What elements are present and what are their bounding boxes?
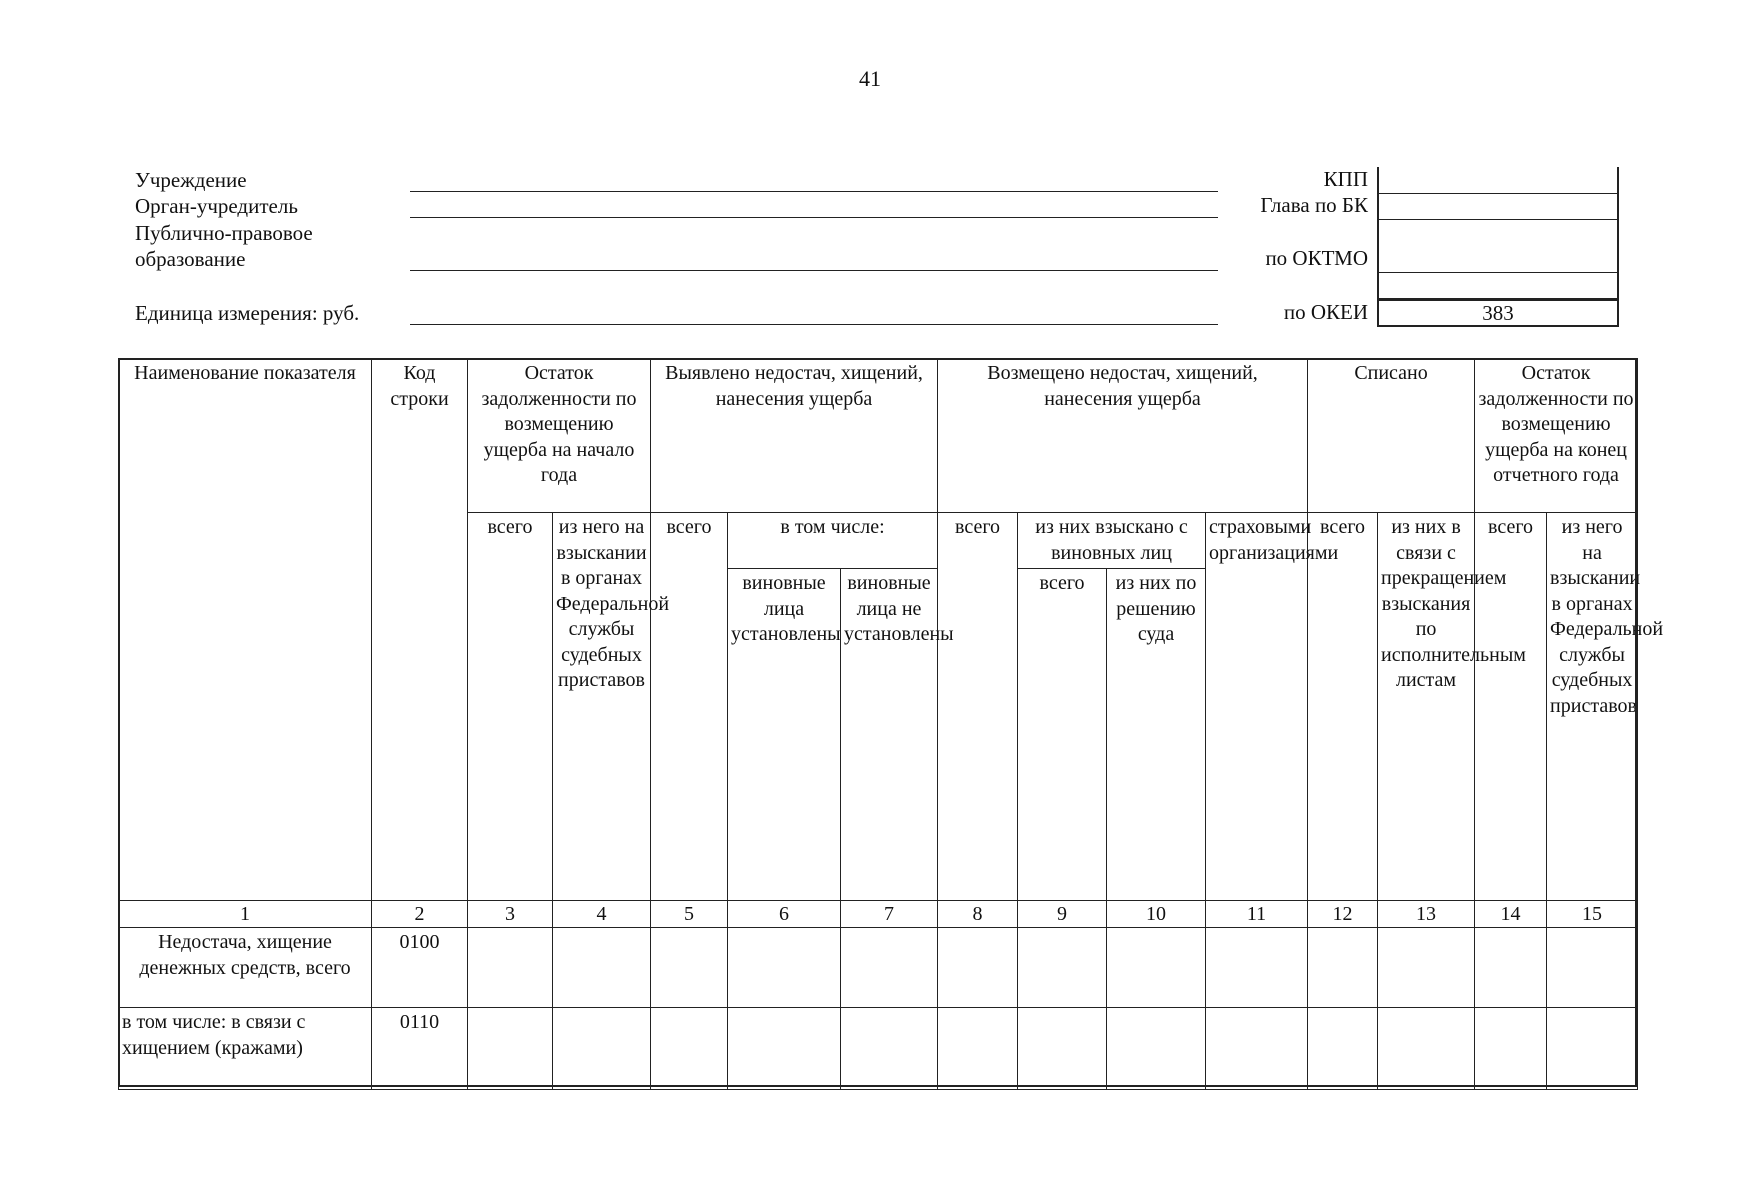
header-total-14: всего (1475, 513, 1547, 901)
col-number: 9 (1018, 901, 1107, 928)
header-compensated: Возмещено недостач, хищений, нанесения ущерба (938, 359, 1308, 513)
header-total-3: всего (468, 513, 553, 901)
data-cell[interactable] (1308, 928, 1378, 1008)
header-insurance: страховыми организациями (1206, 513, 1308, 901)
institution-line[interactable] (410, 191, 1218, 192)
header-including: в том числе: (728, 513, 938, 569)
header-bailiffs-start: из него на взыскании в органах Федеральной службы судебных приставов (553, 513, 651, 901)
col-number: 4 (553, 901, 651, 928)
kpp-label: КПП (1323, 167, 1368, 191)
header-culprits-unknown: виновные лица не установлены (841, 569, 938, 901)
col-number: 15 (1547, 901, 1638, 928)
data-cell[interactable] (1206, 1008, 1308, 1090)
col-number: 13 (1378, 901, 1475, 928)
data-cell[interactable] (1547, 928, 1638, 1008)
data-cell[interactable] (468, 928, 553, 1008)
data-cell[interactable] (1475, 1008, 1547, 1090)
col-number: 14 (1475, 901, 1547, 928)
header-detected: Выявлено недостач, хищений, нанесения ущерба (651, 359, 938, 513)
header-by-court: из них по решению суда (1107, 569, 1206, 901)
header-termination: из них в связи с прекращением взыскания по исполнительным листам (1378, 513, 1475, 901)
chapter-bk-label: Глава по БК (1260, 193, 1368, 217)
data-cell[interactable] (1547, 1008, 1638, 1090)
col-number: 5 (651, 901, 728, 928)
header-code: Код строки (372, 359, 468, 901)
founder-line[interactable] (410, 217, 1218, 218)
institution-label: Учреждение (135, 168, 247, 192)
data-cell[interactable] (1107, 928, 1206, 1008)
header-total-5: всего (651, 513, 728, 901)
founder-label: Орган-учредитель (135, 194, 298, 218)
row-label: в том числе: в связи с хищением (кражами) (119, 1008, 372, 1090)
col-number: 2 (372, 901, 468, 928)
data-cell[interactable] (1206, 928, 1308, 1008)
data-cell[interactable] (553, 1008, 651, 1090)
header-name: Наименование показателя (119, 359, 372, 901)
data-cell[interactable] (1378, 1008, 1475, 1090)
report-table (118, 358, 1664, 1090)
data-cell[interactable] (1308, 1008, 1378, 1090)
header-from-culprits: из них взыскано с виновных лиц (1018, 513, 1206, 569)
page-number: 41 (859, 66, 881, 91)
header-bailiffs-end: из него на взыскании в органах Федеральной службы судебных приставов (1547, 513, 1638, 901)
data-cell[interactable] (1018, 1008, 1107, 1090)
data-cell[interactable] (841, 928, 938, 1008)
data-cell[interactable] (468, 1008, 553, 1090)
public-entity-line[interactable] (410, 270, 1218, 271)
header-balance-end: Остаток задолженности по возмещению ущерба на конец отчетного года (1475, 359, 1638, 513)
row-code: 0110 (372, 1008, 468, 1090)
oktmo-label: по ОКТМО (1265, 246, 1368, 270)
col-number: 6 (728, 901, 841, 928)
header-total-9: всего (1018, 569, 1107, 901)
unit-line[interactable] (410, 324, 1218, 325)
col-number: 12 (1308, 901, 1378, 928)
header-total-12: всего (1308, 513, 1378, 901)
data-cell[interactable] (1107, 1008, 1206, 1090)
col-number: 3 (468, 901, 553, 928)
public-entity-label: Публично-правовое образование (135, 221, 313, 271)
data-cell[interactable] (841, 1008, 938, 1090)
header-culprits-known: виновные лица установлены (728, 569, 841, 901)
row-label: Недостача, хищение денежных средств, всего (119, 928, 372, 1008)
data-cell[interactable] (1475, 928, 1547, 1008)
header-total-8: всего (938, 513, 1018, 901)
unit-label: Единица измерения: руб. (135, 301, 360, 325)
data-cell[interactable] (651, 928, 728, 1008)
col-number: 8 (938, 901, 1018, 928)
data-cell[interactable] (728, 1008, 841, 1090)
okei-value: 383 (1377, 299, 1619, 327)
data-cell[interactable] (553, 928, 651, 1008)
header-balance-start: Остаток задолженности по возмещению ущерба на начало года (468, 359, 651, 513)
okei-label: по ОКЕИ (1283, 300, 1368, 324)
data-cell[interactable] (938, 1008, 1018, 1090)
data-cell[interactable] (651, 1008, 728, 1090)
col-number: 7 (841, 901, 938, 928)
data-cell[interactable] (728, 928, 841, 1008)
data-cell[interactable] (1378, 928, 1475, 1008)
row-code: 0100 (372, 928, 468, 1008)
header-written-off: Списано (1308, 359, 1475, 513)
col-number: 10 (1107, 901, 1206, 928)
data-cell[interactable] (938, 928, 1018, 1008)
col-number: 11 (1206, 901, 1308, 928)
data-cell[interactable] (1018, 928, 1107, 1008)
col-number: 1 (119, 901, 372, 928)
